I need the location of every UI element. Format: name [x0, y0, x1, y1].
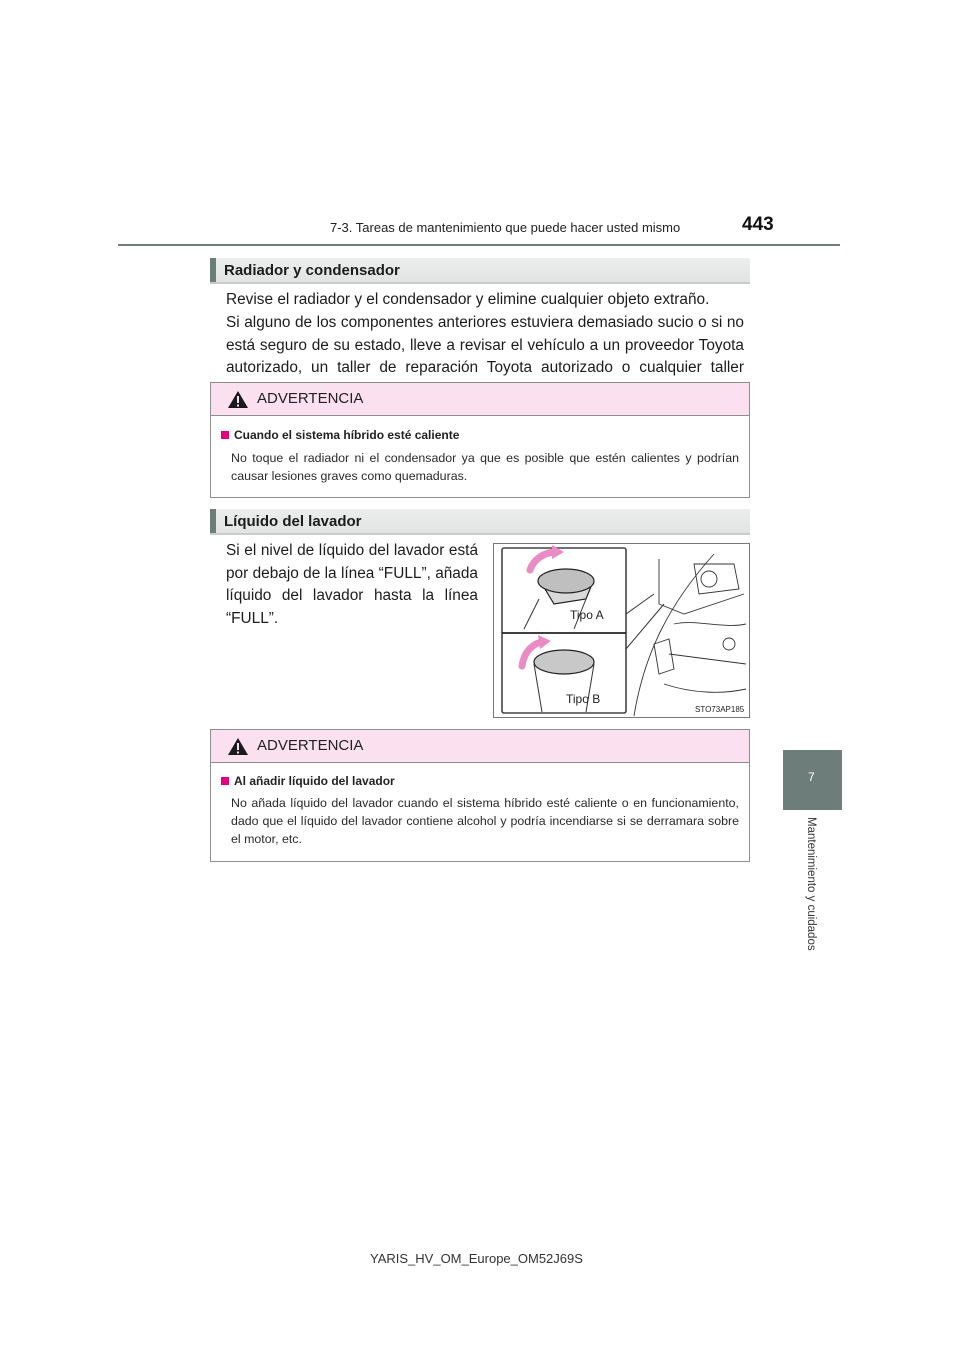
label-type-b: Tipo B [566, 692, 601, 706]
warning-item-text: No toque el radiador ni el condensador ya que es posible que estén calientes y podrían causar lesiones graves como quemaduras. [231, 451, 739, 483]
bullet-square-icon [221, 777, 229, 785]
bullet-square-icon [221, 431, 229, 439]
warning-heading: ADVERTENCIA [257, 390, 364, 407]
paragraph-radiator-1: Revise el radiador y el condensador y elimine cualquier objeto extraño. [226, 291, 710, 308]
section-heading-radiator [210, 258, 750, 284]
warning-header [211, 730, 749, 763]
warning-box-washer [210, 729, 750, 862]
document-code-footer: YARIS_HV_OM_Europe_OM52J69S [370, 1251, 583, 1266]
section-title: Radiador y condensador [224, 262, 400, 279]
section-accent [210, 258, 216, 282]
warning-box-radiator [210, 382, 750, 498]
header-divider [118, 244, 840, 246]
chapter-tab [783, 750, 842, 810]
chapter-header: 7-3. Tareas de mantenimiento que puede hacer usted mismo [330, 220, 681, 235]
paragraph-washer: Si el nivel de líquido del lavador está por debajo de la línea “FULL”, añada líquido del lavador hasta la línea “FULL”. [226, 542, 478, 627]
section-heading-washer [210, 509, 750, 535]
chapter-label: Mantenimiento y cuidados [805, 817, 817, 951]
engine-bay-sketch [634, 554, 746, 716]
warning-item-text: No añada líquido del lavador cuando el sistema híbrido esté caliente o en funcionamiento, dado que el líquido del lavador contiene alcohol y podría incendiarse si se derramara sobre el motor, etc. [231, 796, 739, 846]
paragraph-radiator-2: Si alguno de los componentes anteriores estuviera demasiado sucio o si no está seguro de su estado, lleve a revisar el vehículo a un proveedor Toyota autorizado, un taller de reparación Toyota autorizado o cualquier taller [226, 314, 744, 376]
figure-code: STO73AP185 [695, 705, 745, 714]
warning-heading: ADVERTENCIA [257, 737, 364, 754]
label-type-a: Tipo A [570, 608, 604, 622]
section-title: Líquido del lavador [224, 513, 362, 530]
page-number: 443 [742, 214, 774, 235]
warning-item-title: Al añadir líquido del lavador [221, 774, 395, 788]
chapter-number: 7 [808, 770, 815, 784]
warning-triangle-icon [227, 737, 249, 756]
warning-triangle-icon [227, 390, 249, 409]
washer-fluid-figure [493, 543, 750, 718]
warning-header [211, 383, 749, 416]
engine-bay-illustration [494, 544, 749, 717]
section-accent [210, 509, 216, 533]
warning-item-title: Cuando el sistema híbrido esté caliente [221, 428, 459, 442]
